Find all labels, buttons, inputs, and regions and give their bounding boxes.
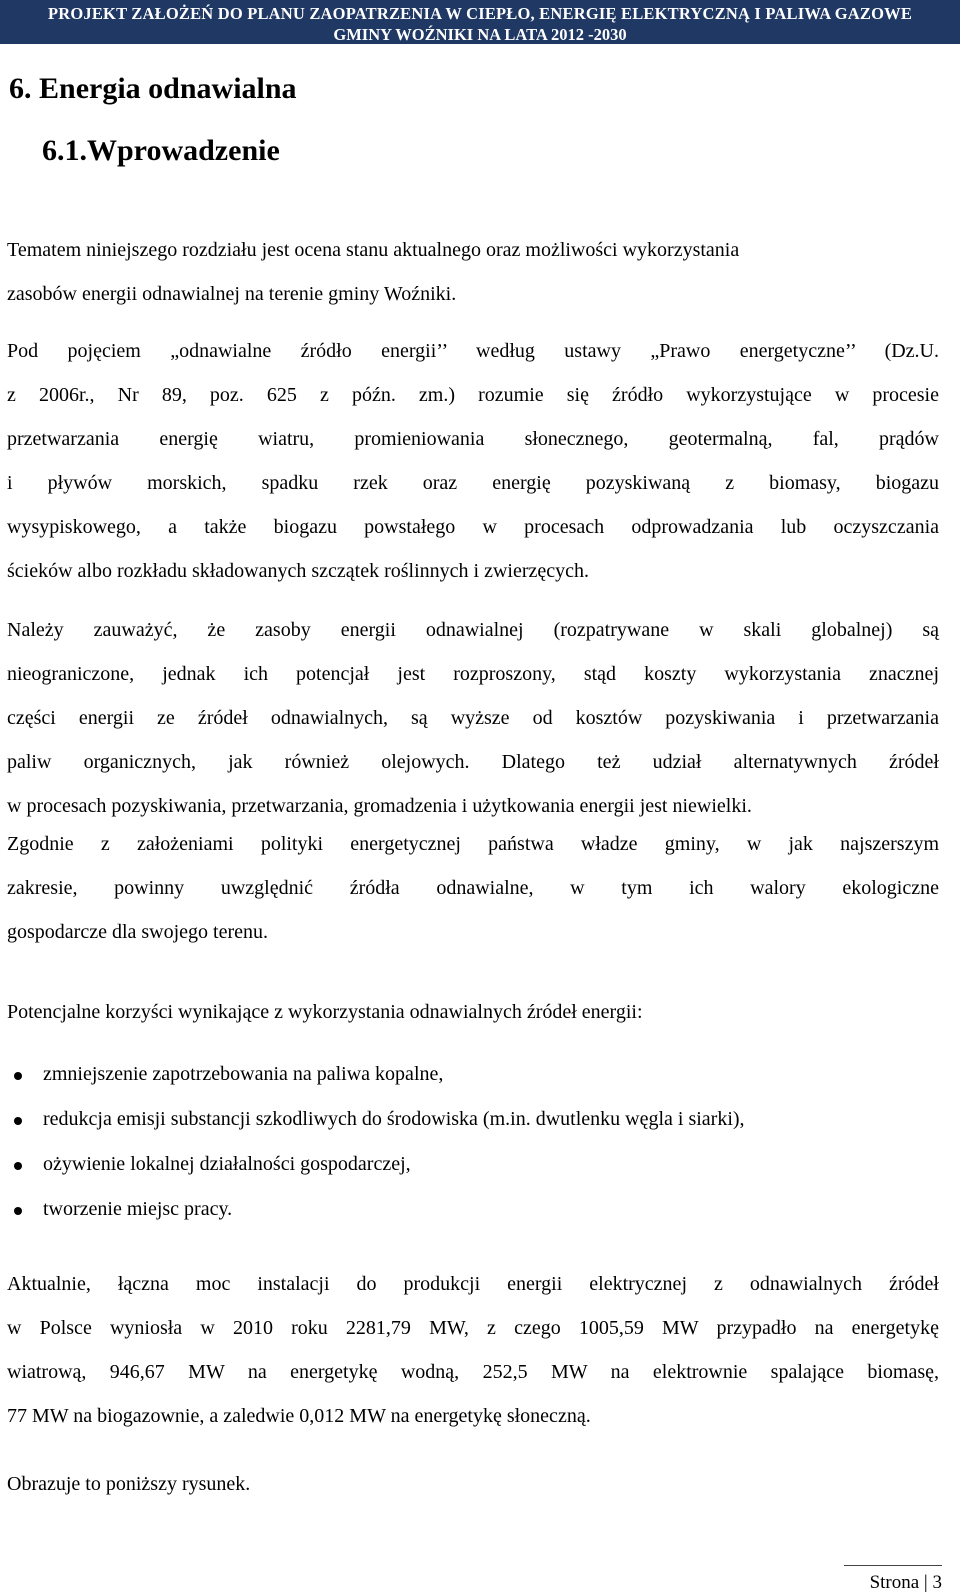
paragraph-line: Pod pojęciem „odnawialne źródło energii’’ według ustawy „Prawo energetyczne’’ (Dz.U. <box>7 340 939 362</box>
paragraph-line: ścieków albo rozkładu składowanych szczątek roślinnych i zwierzęcych. <box>7 560 589 582</box>
paragraph-line: zakresie, powinny uwzględnić źródła odnawialne, w tym ich walory ekologiczne <box>7 877 939 899</box>
paragraph-line: Potencjalne korzyści wynikające z wykorzystania odnawialnych źródeł energii: <box>7 1001 643 1023</box>
list-item <box>0 1142 940 1187</box>
header-title-line2: GMINY WOŹNIKI NA LATA 2012 -2030 <box>333 25 627 44</box>
benefits-list <box>0 1052 940 1232</box>
list-item-text: ożywienie lokalnej działalności gospodarczej, <box>43 1153 411 1175</box>
paragraph-line: Obrazuje to poniższy rysunek. <box>7 1473 251 1495</box>
paragraph-figure-ref <box>7 1462 939 1506</box>
paragraph-benefits-intro <box>7 990 939 1034</box>
paragraph-line: Zgodnie z założeniami polityki energetycznej państwa władze gminy, w jak najszerszym <box>7 833 939 855</box>
paragraph-line: Tematem niniejszego rozdziału jest ocena stanu aktualnego oraz możliwości wykorzystania <box>7 239 740 261</box>
paragraph-line: nieograniczone, jednak ich potencjał jest rozproszony, stąd koszty wykorzystania znacznej <box>7 663 939 685</box>
list-item <box>0 1097 940 1142</box>
paragraph-line: Aktualnie, łączna moc instalacji do produkcji energii elektrycznej z odnawialnych źródeł <box>7 1273 939 1295</box>
bullet-icon <box>14 1162 22 1170</box>
paragraph-statistics <box>7 1262 939 1438</box>
paragraph-line: z 2006r., Nr 89, poz. 625 z późn. zm.) rozumie się źródło wykorzystujące w procesie <box>7 384 939 406</box>
paragraph-line: wiatrową, 946,67 MW na energetykę wodną, 252,5 MW na elektrownie spalające biomasę, <box>7 1361 939 1383</box>
list-item-text: redukcja emisji substancji szkodliwych do środowiska (m.in. dwutlenku węgla i siarki), <box>43 1108 745 1130</box>
paragraph-policy <box>7 822 939 954</box>
paragraph-line: w procesach pozyskiwania, przetwarzania, gromadzenia i użytkowania energii jest niewielki. <box>7 795 752 817</box>
paragraph-line: gospodarcze dla swojego terenu. <box>7 921 269 943</box>
list-item-text: zmniejszenie zapotrzebowania na paliwa kopalne, <box>43 1063 444 1085</box>
paragraph-line: części energii ze źródeł odnawialnych, są wyższe od kosztów pozyskiwania i przetwarzania <box>7 707 939 729</box>
bullet-icon <box>14 1072 22 1080</box>
bullet-icon <box>14 1207 22 1215</box>
header-title-line1: PROJEKT ZAŁOŻEŃ DO PLANU ZAOPATRZENIA W CIEPŁO, ENERGIĘ ELEKTRYCZNĄ I PALIWA GAZOWE <box>47 4 913 23</box>
list-item <box>0 1187 940 1232</box>
paragraph-line: zasobów energii odnawialnej na terenie gminy Woźniki. <box>7 283 457 305</box>
page-number: Strona | 3 <box>844 1565 942 1594</box>
paragraph-line: i pływów morskich, spadku rzek oraz energię pozyskiwaną z biomasy, biogazu <box>7 472 939 494</box>
bullet-icon <box>14 1117 22 1125</box>
paragraph-line: przetwarzania energię wiatru, promieniowania słonecznego, geotermalną, fal, prądów <box>7 428 939 450</box>
paragraph-line: 77 MW na biogazownie, a zaledwie 0,012 MW na energetykę słoneczną. <box>7 1405 591 1427</box>
list-item-text: tworzenie miejsc pracy. <box>43 1198 233 1220</box>
subsection-heading: 6.1.Wprowadzenie <box>42 134 280 167</box>
paragraph-intro <box>7 228 939 316</box>
list-item <box>0 1052 940 1097</box>
paragraph-definition <box>7 329 939 593</box>
paragraph-line: wysypiskowego, a także biogazu powstałego w procesach odprowadzania lub oczyszczania <box>7 516 939 538</box>
paragraph-resources <box>7 608 939 828</box>
paragraph-line: Należy zauważyć, że zasoby energii odnawialnej (rozpatrywane w skali globalnej) są <box>7 619 939 641</box>
section-heading: 6. Energia odnawialna <box>9 72 297 105</box>
paragraph-line: paliw organicznych, jak również olejowych. Dlatego też udział alternatywnych źródeł <box>7 751 939 773</box>
document-header <box>0 0 960 44</box>
paragraph-line: w Polsce wyniosła w 2010 roku 2281,79 MW, z czego 1005,59 MW przypadło na energetykę <box>7 1317 939 1339</box>
